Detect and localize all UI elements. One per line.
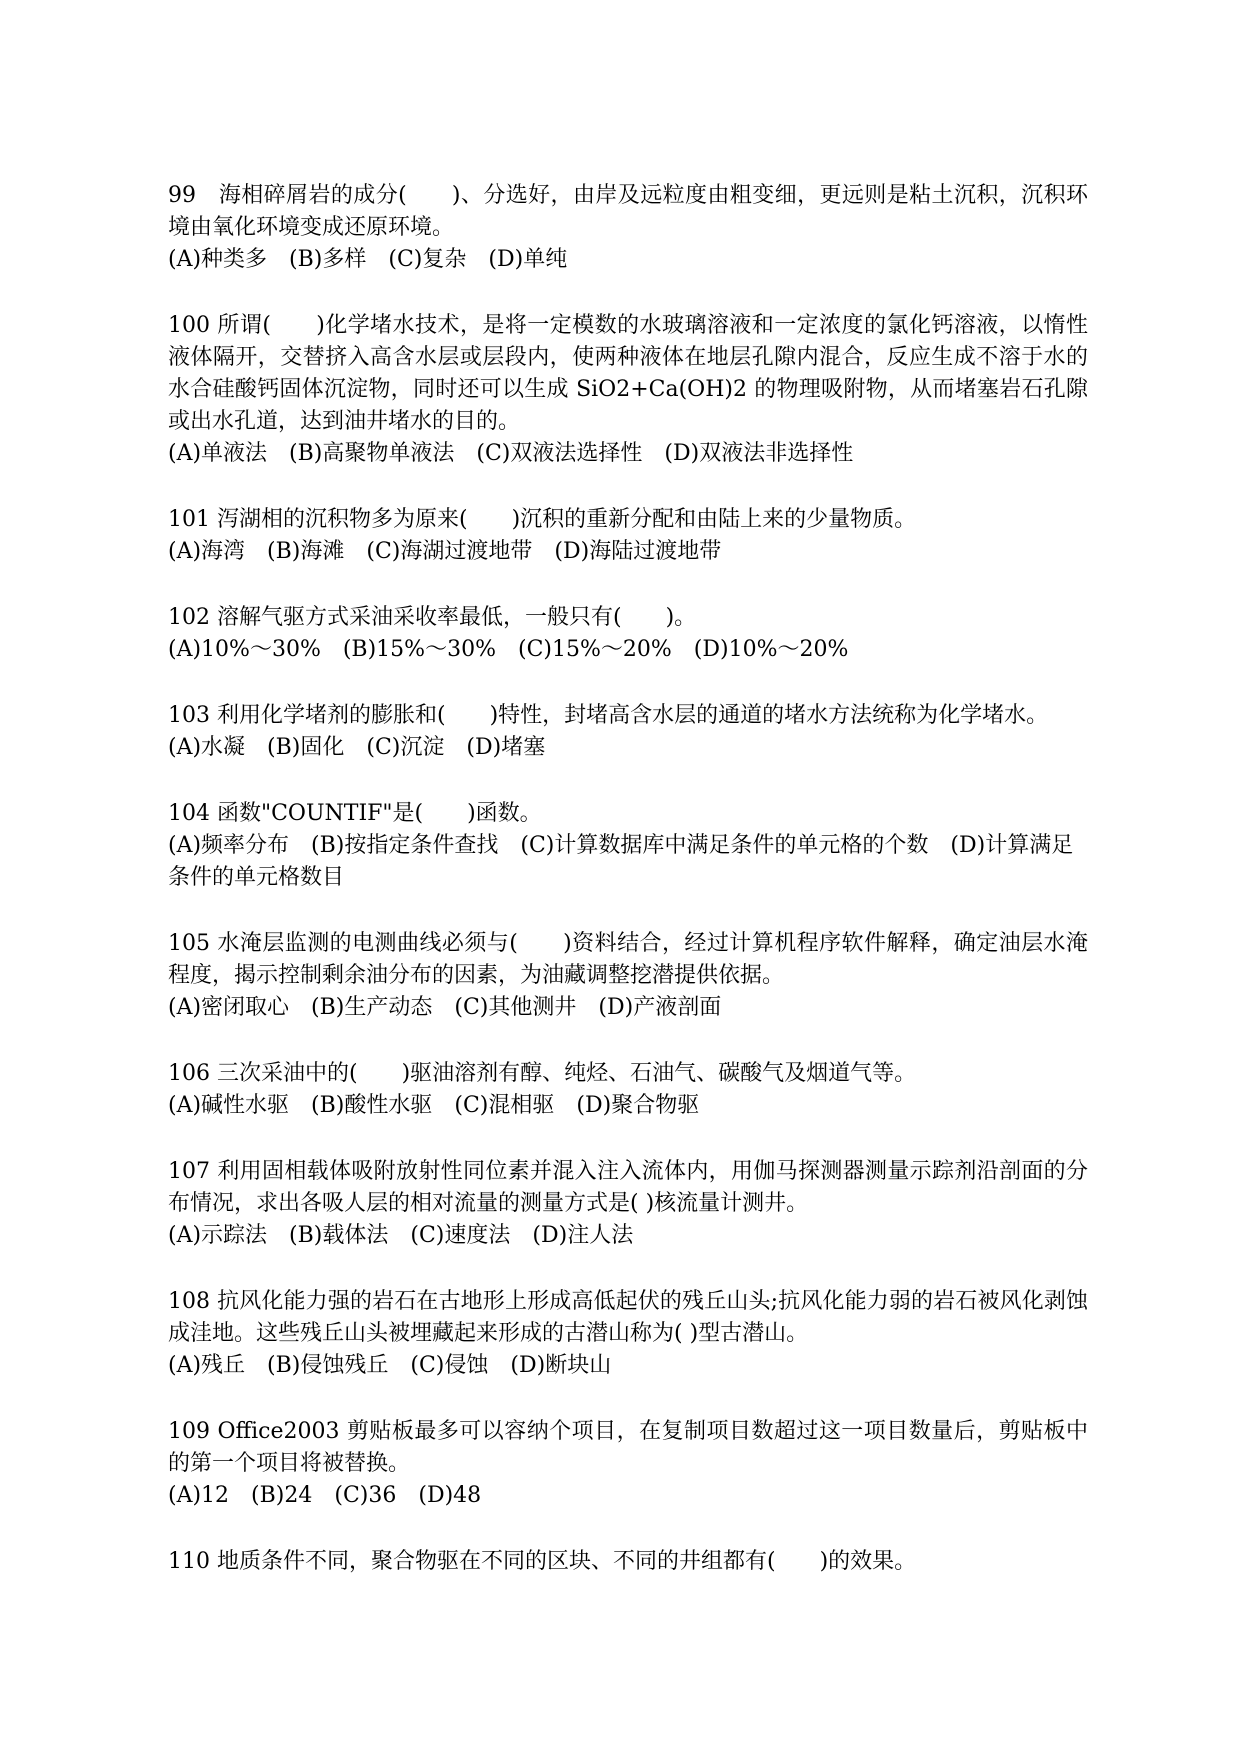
question-110	[168, 1546, 1088, 1578]
question-options: (A)海湾 (B)海滩 (C)海湖过渡地带 (D)海陆过渡地带	[168, 539, 722, 564]
question-options: (A)12 (B)24 (C)36 (D)48	[168, 1483, 482, 1508]
question-109	[168, 1416, 1088, 1512]
question-options: (A)水凝 (B)固化 (C)沉淀 (D)堵塞	[168, 735, 546, 760]
question-99	[168, 180, 1088, 276]
question-options: (A)残丘 (B)侵蚀残丘 (C)侵蚀 (D)断块山	[168, 1353, 612, 1378]
question-104	[168, 798, 1088, 894]
question-options: (A)密闭取心 (B)生产动态 (C)其他测井 (D)产液剖面	[168, 995, 722, 1020]
question-103	[168, 700, 1088, 764]
question-stem: 99 海相碎屑岩的成分( )、分选好，由岸及远粒度由粗变细，更远则是粘土沉积，沉积环境由氧化环境变成还原环境。	[168, 183, 1088, 240]
question-stem: 104 函数"COUNTIF"是( )函数。	[168, 801, 542, 826]
question-107	[168, 1156, 1088, 1252]
question-stem: 106 三次采油中的( )驱油溶剂有醇、纯烃、石油气、碳酸气及烟道气等。	[168, 1061, 917, 1086]
question-106	[168, 1058, 1088, 1122]
question-stem: 105 水淹层监测的电测曲线必须与( )资料结合，经过计算机程序软件解释，确定油层水淹程度，揭示控制剩余油分布的因素，为油藏调整挖潜提供依据。	[168, 931, 1088, 988]
question-options: (A)种类多 (B)多样 (C)复杂 (D)单纯	[168, 247, 568, 272]
question-stem: 109 Office2003 剪贴板最多可以容纳个项目，在复制项目数超过这一项目数量后，剪贴板中的第一个项目将被替换。	[168, 1419, 1088, 1476]
question-stem: 110 地质条件不同，聚合物驱在不同的区块、不同的井组都有( )的效果。	[168, 1549, 917, 1574]
question-101	[168, 504, 1088, 568]
question-105	[168, 928, 1088, 1024]
question-100	[168, 310, 1088, 470]
question-108	[168, 1286, 1088, 1382]
question-options: (A)碱性水驱 (B)酸性水驱 (C)混相驱 (D)聚合物驱	[168, 1093, 700, 1118]
question-options: (A)示踪法 (B)载体法 (C)速度法 (D)注人法	[168, 1223, 634, 1248]
question-stem: 108 抗风化能力强的岩石在古地形上形成高低起伏的残丘山头;抗风化能力弱的岩石被风化剥蚀成洼地。这些残丘山头被埋藏起来形成的古潜山称为( )型古潜山。	[168, 1289, 1088, 1346]
question-stem: 107 利用固相载体吸附放射性同位素并混入注入流体内，用伽马探测器测量示踪剂沿剖面的分布情况，求出各吸人层的相对流量的测量方式是( )核流量计测井。	[168, 1159, 1088, 1216]
question-options: (A)10%～30% (B)15%～30% (C)15%～20% (D)10%～20%	[168, 637, 849, 662]
question-102	[168, 602, 1088, 666]
question-stem: 100 所谓( )化学堵水技术，是将一定模数的水玻璃溶液和一定浓度的氯化钙溶液，以惰性液体隔开，交替挤入高含水层或层段内，使两种液体在地层孔隙内混合，反应生成不溶于水的水合硅酸钙固体沉淀物，同时还可以生成 SiO2+Ca(OH)2 的物理吸附物，从而堵塞岩石孔隙或出水孔道，达到油井堵水的目的。	[168, 313, 1088, 434]
question-options: (A)频率分布 (B)按指定条件查找 (C)计算数据库中满足条件的单元格的个数 (D)计算满足条件的单元格数目	[168, 833, 1074, 890]
question-options: (A)单液法 (B)高聚物单液法 (C)双液法选择性 (D)双液法非选择性	[168, 441, 854, 466]
question-stem: 103 利用化学堵剂的膨胀和( )特性，封堵高含水层的通道的堵水方法统称为化学堵水。	[168, 703, 1049, 728]
question-stem: 101 泻湖相的沉积物多为原来( )沉积的重新分配和由陆上来的少量物质。	[168, 507, 917, 532]
question-stem: 102 溶解气驱方式采油采收率最低，一般只有( )。	[168, 605, 697, 630]
question-list	[168, 180, 1088, 1612]
